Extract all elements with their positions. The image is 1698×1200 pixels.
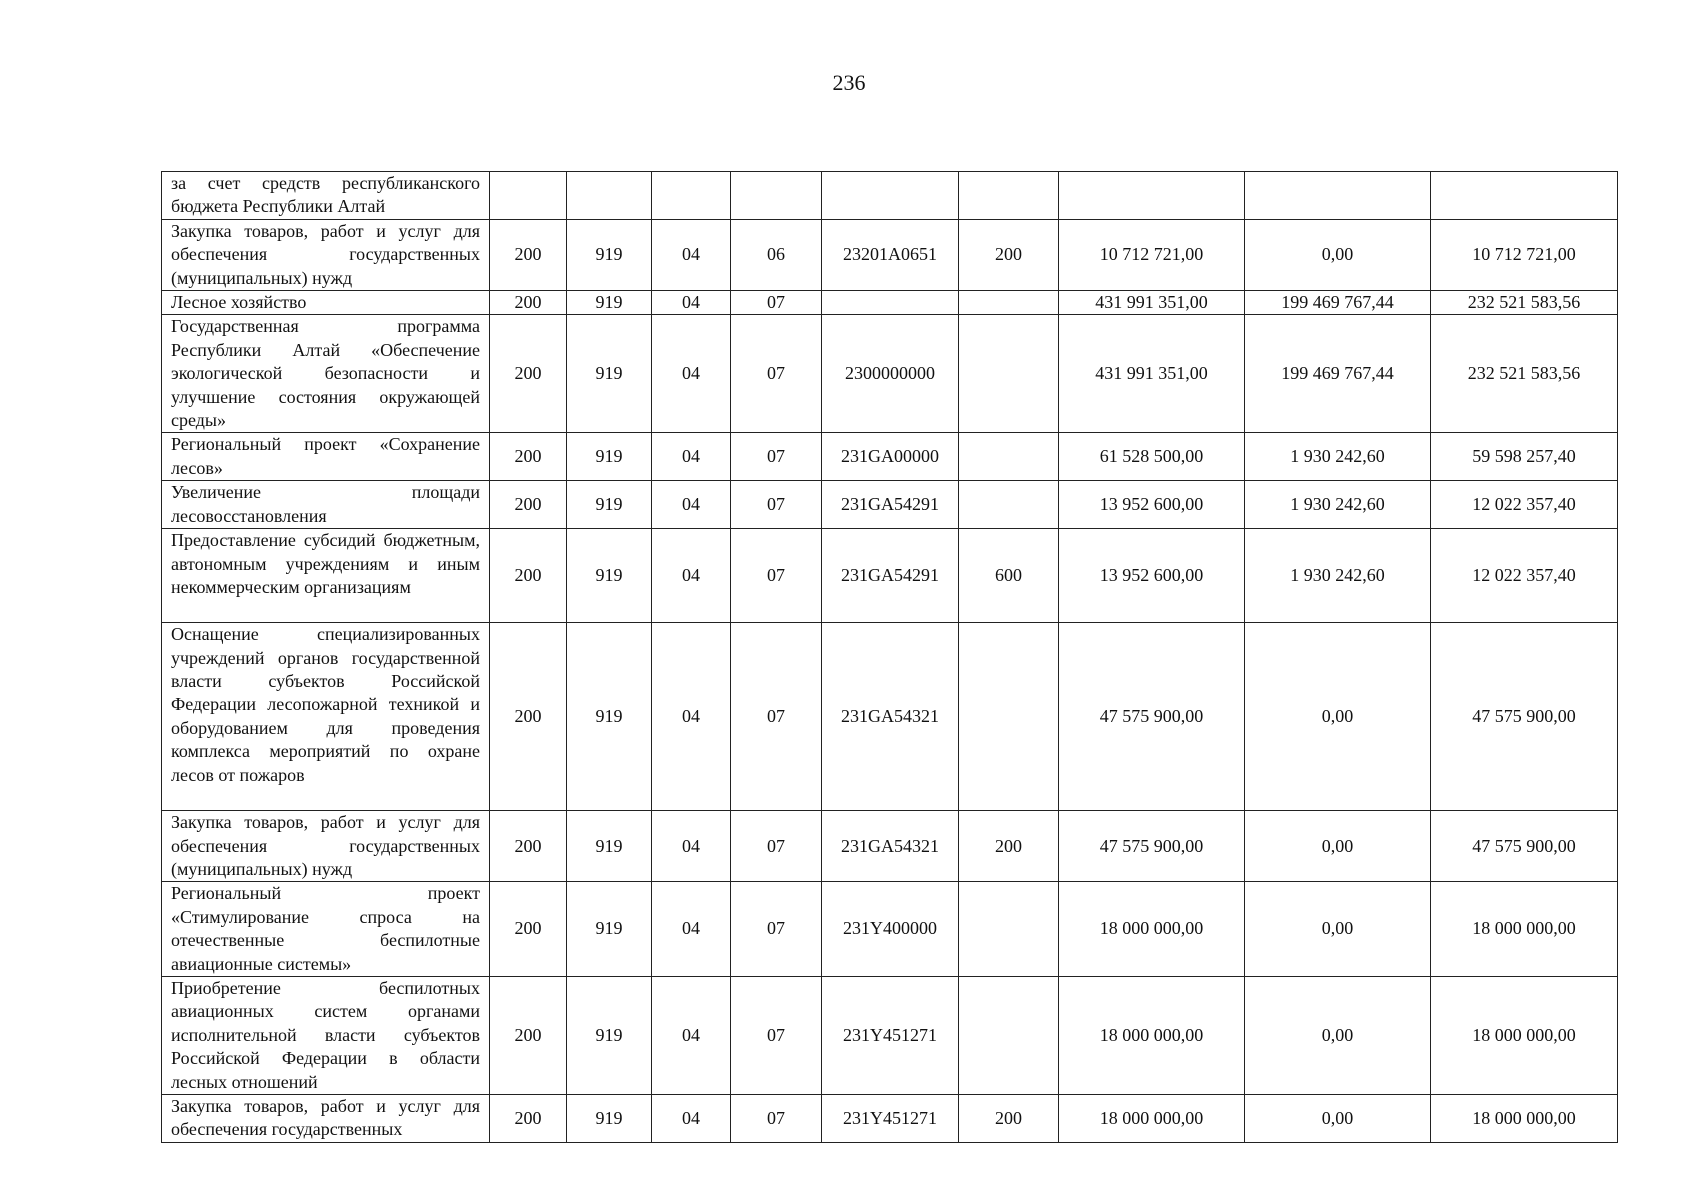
cell-expense-type: 200 [959, 219, 1059, 290]
cell-amount-total: 47 575 900,00 [1431, 811, 1618, 882]
cell-amount-total: 232 521 583,56 [1431, 315, 1618, 433]
cell-amount-approved: 47 575 900,00 [1059, 623, 1245, 811]
cell-expense-type: 600 [959, 529, 1059, 623]
cell-amount-approved: 10 712 721,00 [1059, 219, 1245, 290]
table-body [162, 172, 1618, 1143]
cell-target-article: 231Y451271 [822, 976, 959, 1094]
cell-section-code: 04 [652, 433, 731, 481]
cell-section-code [652, 172, 731, 220]
cell-amount-total [1431, 172, 1618, 220]
cell-subsection-code: 07 [731, 481, 822, 529]
row-description: Закупка товаров, работ и услуг для обеспечения государственных [162, 1094, 490, 1142]
table-row [162, 481, 1618, 529]
cell-subsection-code: 07 [731, 882, 822, 977]
cell-ministry-code: 919 [567, 481, 652, 529]
table-row [162, 529, 1618, 623]
cell-ministry-code [567, 172, 652, 220]
cell-amount-change: 199 469 767,44 [1245, 315, 1431, 433]
cell-admin-code: 200 [490, 315, 567, 433]
cell-admin-code: 200 [490, 1094, 567, 1142]
cell-ministry-code: 919 [567, 433, 652, 481]
table-row [162, 1094, 1618, 1142]
cell-target-article: 231GA54291 [822, 481, 959, 529]
cell-ministry-code: 919 [567, 291, 652, 315]
cell-ministry-code: 919 [567, 811, 652, 882]
cell-expense-type [959, 315, 1059, 433]
cell-amount-total: 47 575 900,00 [1431, 623, 1618, 811]
row-description: Закупка товаров, работ и услуг для обеспечения государственных (муниципальных) нужд [162, 811, 490, 882]
cell-amount-total: 10 712 721,00 [1431, 219, 1618, 290]
cell-target-article: 231GA00000 [822, 433, 959, 481]
cell-subsection-code: 07 [731, 976, 822, 1094]
table-row [162, 433, 1618, 481]
cell-amount-approved: 18 000 000,00 [1059, 1094, 1245, 1142]
row-description: Закупка товаров, работ и услуг для обеспечения государственных (муниципальных) нужд [162, 219, 490, 290]
cell-amount-approved: 18 000 000,00 [1059, 976, 1245, 1094]
cell-subsection-code: 07 [731, 623, 822, 811]
cell-subsection-code: 07 [731, 315, 822, 433]
cell-admin-code: 200 [490, 433, 567, 481]
cell-section-code: 04 [652, 291, 731, 315]
cell-subsection-code: 07 [731, 291, 822, 315]
cell-target-article: 2300000000 [822, 315, 959, 433]
cell-expense-type: 200 [959, 811, 1059, 882]
cell-target-article: 23201А0651 [822, 219, 959, 290]
cell-subsection-code [731, 172, 822, 220]
cell-target-article: 231GA54321 [822, 623, 959, 811]
row-description: Региональный проект «Стимулирование спроса на отечественные беспилотные авиационные системы» [162, 882, 490, 977]
cell-amount-total: 18 000 000,00 [1431, 976, 1618, 1094]
cell-amount-approved: 13 952 600,00 [1059, 481, 1245, 529]
cell-admin-code: 200 [490, 811, 567, 882]
row-description: Оснащение специализированных учреждений органов государственной власти субъектов Российской Федерации лесопожарной техникой и оборудованием для проведения комплекса мероприятий по охране лесов от пожаров [162, 623, 490, 811]
table-row [162, 976, 1618, 1094]
cell-amount-approved: 61 528 500,00 [1059, 433, 1245, 481]
table-row [162, 219, 1618, 290]
cell-admin-code: 200 [490, 882, 567, 977]
cell-amount-change: 0,00 [1245, 811, 1431, 882]
cell-amount-change: 0,00 [1245, 976, 1431, 1094]
cell-section-code: 04 [652, 219, 731, 290]
cell-amount-total: 18 000 000,00 [1431, 882, 1618, 977]
cell-amount-total: 59 598 257,40 [1431, 433, 1618, 481]
cell-expense-type [959, 976, 1059, 1094]
cell-ministry-code: 919 [567, 315, 652, 433]
cell-subsection-code: 07 [731, 433, 822, 481]
cell-expense-type [959, 172, 1059, 220]
cell-target-article: 231Y451271 [822, 1094, 959, 1142]
cell-admin-code [490, 172, 567, 220]
page-number: 236 [832, 70, 866, 95]
cell-expense-type [959, 291, 1059, 315]
cell-amount-approved: 431 991 351,00 [1059, 291, 1245, 315]
cell-amount-change [1245, 172, 1431, 220]
cell-ministry-code: 919 [567, 976, 652, 1094]
cell-subsection-code: 06 [731, 219, 822, 290]
cell-amount-approved: 13 952 600,00 [1059, 529, 1245, 623]
cell-target-article [822, 291, 959, 315]
cell-amount-total: 12 022 357,40 [1431, 529, 1618, 623]
cell-target-article: 231GA54321 [822, 811, 959, 882]
table-row [162, 315, 1618, 433]
cell-target-article: 231GA54291 [822, 529, 959, 623]
cell-amount-approved: 47 575 900,00 [1059, 811, 1245, 882]
cell-expense-type: 200 [959, 1094, 1059, 1142]
cell-ministry-code: 919 [567, 529, 652, 623]
cell-amount-approved [1059, 172, 1245, 220]
table-row [162, 882, 1618, 977]
cell-section-code: 04 [652, 315, 731, 433]
cell-admin-code: 200 [490, 623, 567, 811]
cell-section-code: 04 [652, 1094, 731, 1142]
budget-table-container [161, 171, 1617, 1143]
cell-section-code: 04 [652, 811, 731, 882]
cell-amount-change: 1 930 242,60 [1245, 529, 1431, 623]
cell-amount-change: 199 469 767,44 [1245, 291, 1431, 315]
cell-section-code: 04 [652, 623, 731, 811]
cell-amount-approved: 18 000 000,00 [1059, 882, 1245, 977]
cell-target-article: 231Y400000 [822, 882, 959, 977]
cell-amount-total: 232 521 583,56 [1431, 291, 1618, 315]
cell-expense-type [959, 882, 1059, 977]
budget-table [161, 171, 1618, 1143]
row-description: Лесное хозяйство [162, 291, 490, 315]
cell-admin-code: 200 [490, 291, 567, 315]
cell-section-code: 04 [652, 481, 731, 529]
table-row [162, 172, 1618, 220]
cell-section-code: 04 [652, 882, 731, 977]
row-description: Предоставление субсидий бюджетным, автономным учреждениям и иным некоммерческим организациям [162, 529, 490, 623]
cell-amount-total: 18 000 000,00 [1431, 1094, 1618, 1142]
table-row [162, 811, 1618, 882]
cell-amount-change: 1 930 242,60 [1245, 481, 1431, 529]
cell-ministry-code: 919 [567, 219, 652, 290]
cell-ministry-code: 919 [567, 882, 652, 977]
cell-amount-change: 1 930 242,60 [1245, 433, 1431, 481]
cell-ministry-code: 919 [567, 1094, 652, 1142]
cell-subsection-code: 07 [731, 811, 822, 882]
cell-section-code: 04 [652, 529, 731, 623]
cell-admin-code: 200 [490, 481, 567, 529]
row-description: Региональный проект «Сохранение лесов» [162, 433, 490, 481]
cell-subsection-code: 07 [731, 1094, 822, 1142]
cell-expense-type [959, 623, 1059, 811]
cell-expense-type [959, 433, 1059, 481]
row-description: Увеличение площади лесовосстановления [162, 481, 490, 529]
cell-amount-total: 12 022 357,40 [1431, 481, 1618, 529]
row-description: за счет средств республиканского бюджета Республики Алтай [162, 172, 490, 220]
cell-amount-change: 0,00 [1245, 623, 1431, 811]
cell-admin-code: 200 [490, 976, 567, 1094]
table-row [162, 623, 1618, 811]
cell-target-article [822, 172, 959, 220]
row-description: Государственная программа Республики Алтай «Обеспечение экологической безопасности и улучшение состояния окружающей среды» [162, 315, 490, 433]
row-description: Приобретение беспилотных авиационных систем органами исполнительной власти субъектов Российской Федерации в области лесных отношений [162, 976, 490, 1094]
cell-admin-code: 200 [490, 529, 567, 623]
cell-amount-change: 0,00 [1245, 219, 1431, 290]
cell-subsection-code: 07 [731, 529, 822, 623]
cell-ministry-code: 919 [567, 623, 652, 811]
cell-admin-code: 200 [490, 219, 567, 290]
cell-amount-change: 0,00 [1245, 882, 1431, 977]
cell-section-code: 04 [652, 976, 731, 1094]
cell-amount-change: 0,00 [1245, 1094, 1431, 1142]
table-row [162, 291, 1618, 315]
cell-amount-approved: 431 991 351,00 [1059, 315, 1245, 433]
cell-expense-type [959, 481, 1059, 529]
